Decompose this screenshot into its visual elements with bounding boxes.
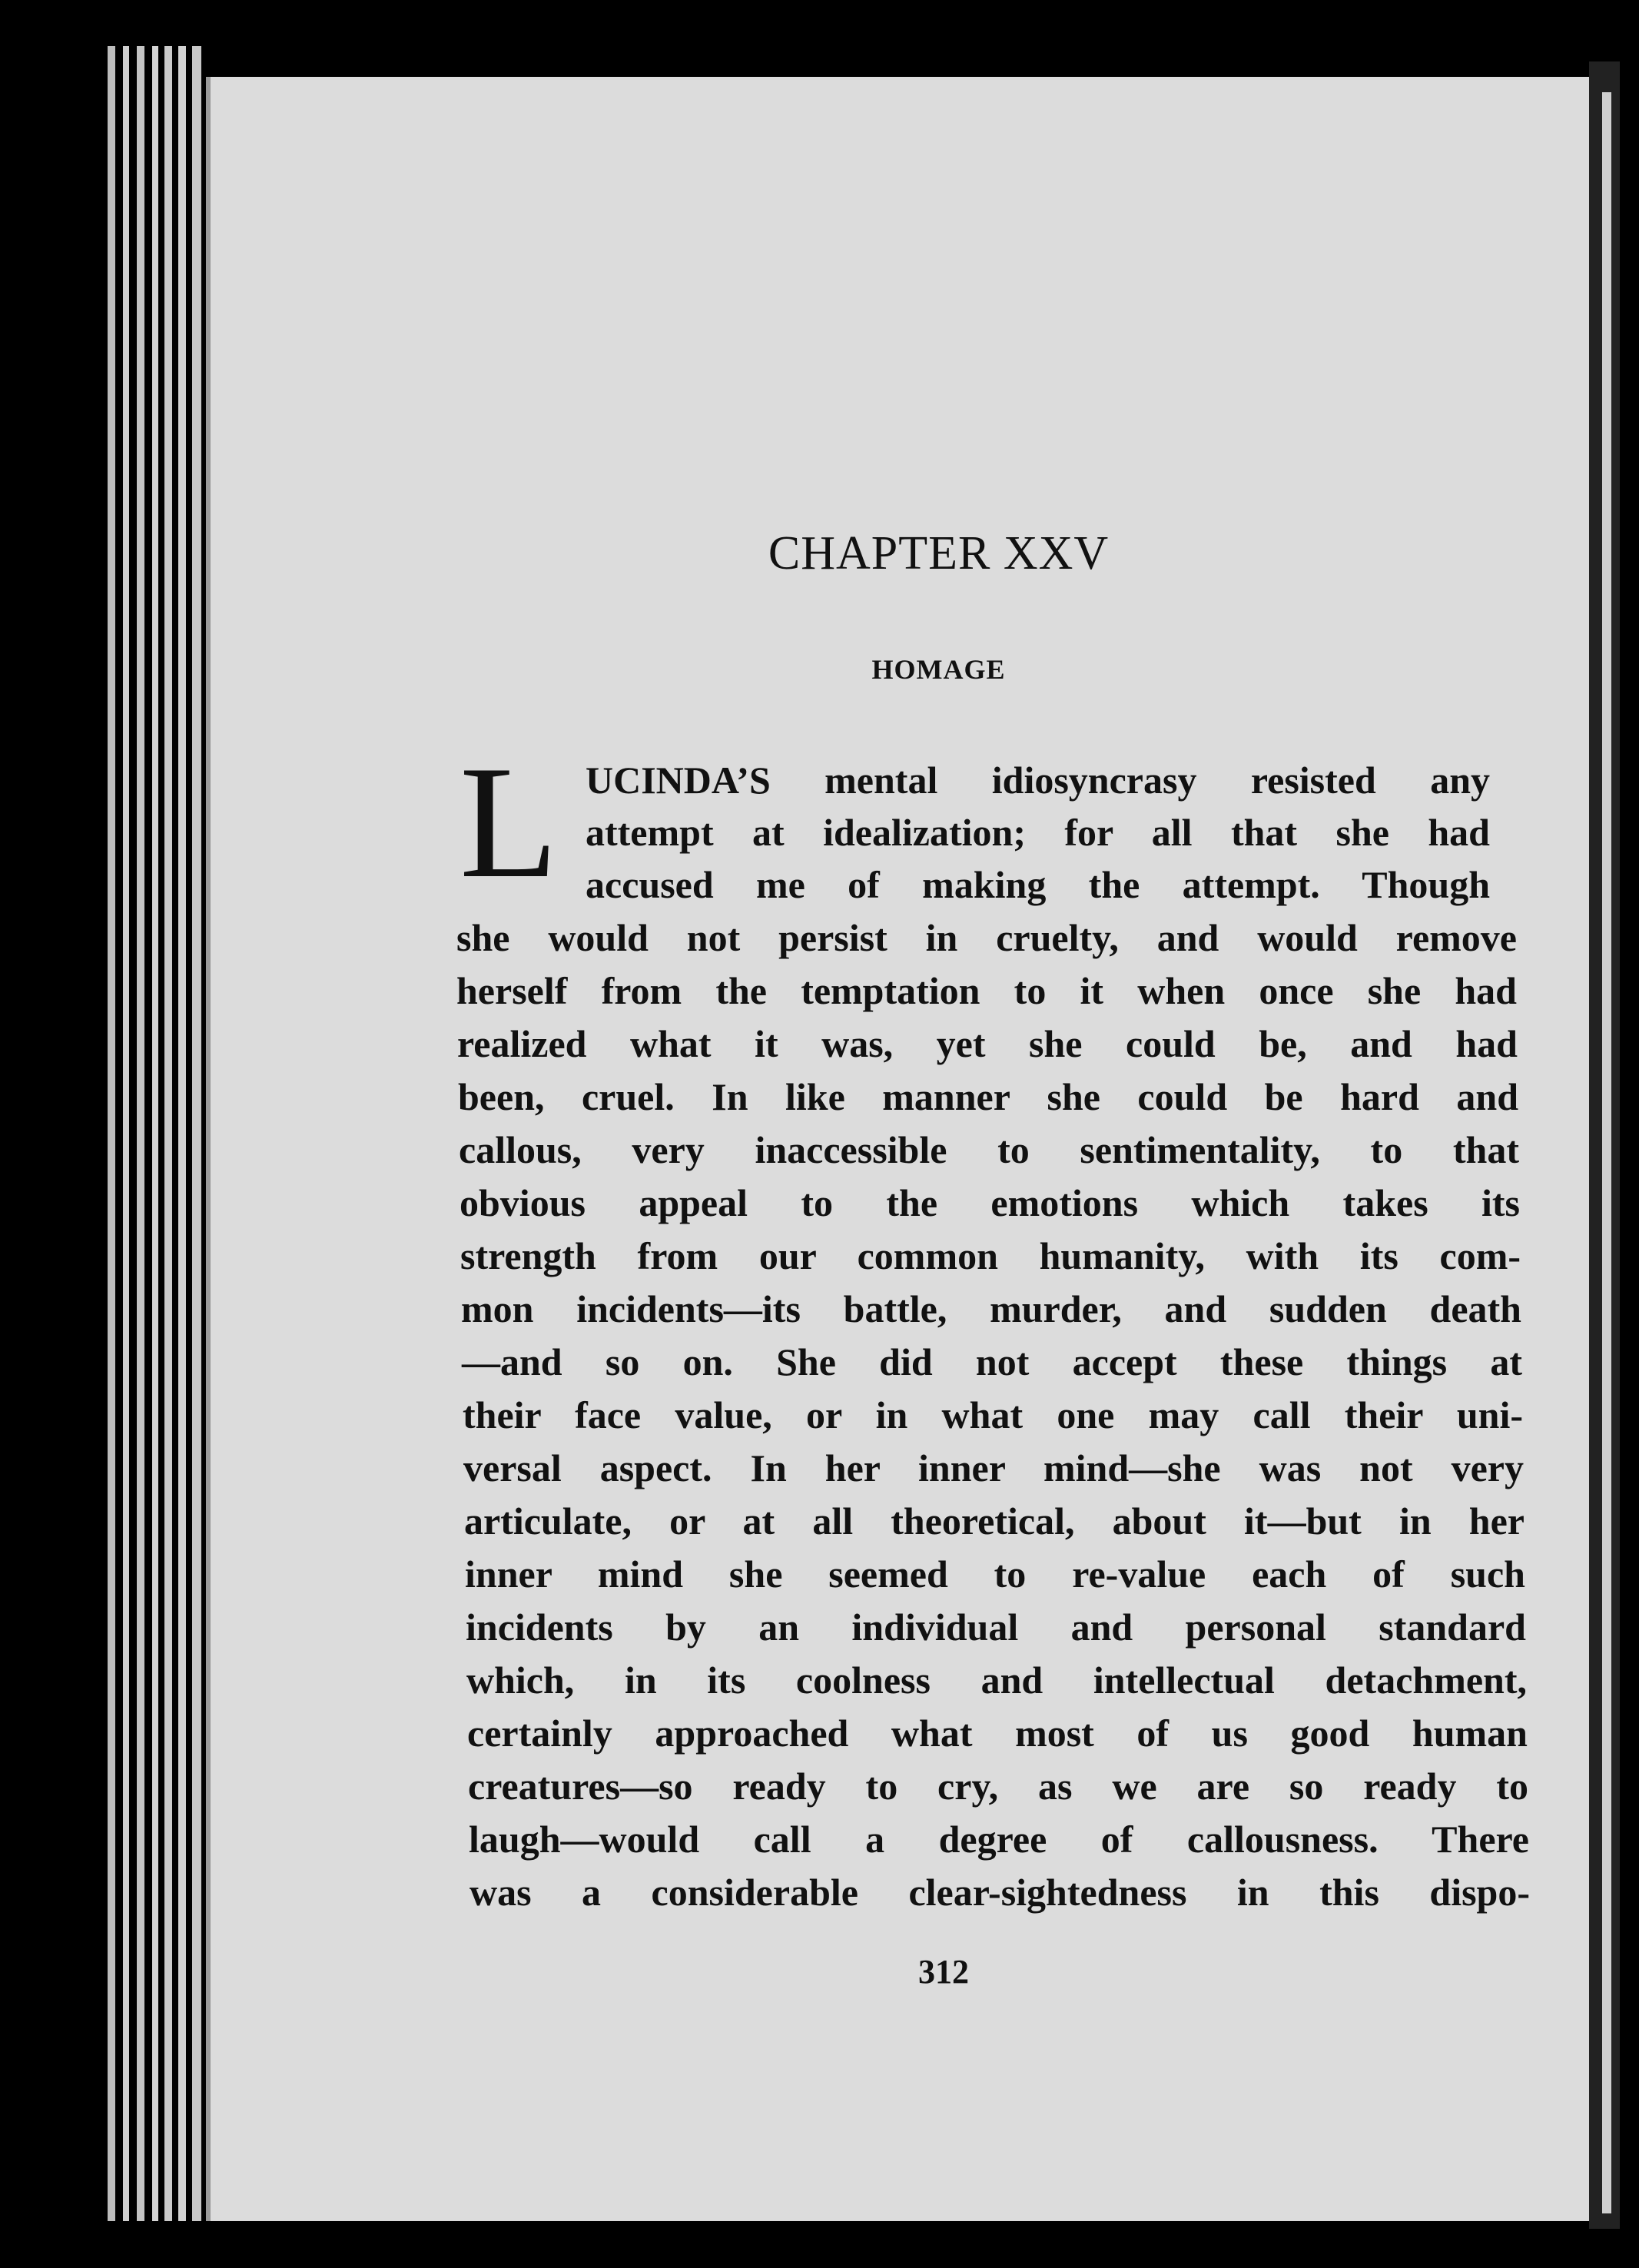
text-line: realized what it was, yet she could be, and had xyxy=(457,1022,1518,1065)
text-line: articulate, or at all theoretical, about it—but in her xyxy=(464,1499,1525,1542)
text-line: she would not persist in cruelty, and would remove xyxy=(456,916,1517,959)
text-line: their face value, or in what one may call their uni- xyxy=(463,1393,1523,1436)
text-line: herself from the temptation to it when once she had xyxy=(456,969,1517,1012)
text-line: —and so on. She did not accept these things at xyxy=(462,1340,1522,1383)
text-line: strength from our common humanity, with its com- xyxy=(460,1234,1521,1277)
text-line: which, in its coolness and intellectual detachment, xyxy=(466,1659,1527,1702)
text-line: certainly approached what most of us good human xyxy=(467,1712,1528,1755)
page-edge xyxy=(178,46,186,2221)
chapter-title: CHAPTER XXV xyxy=(768,527,1110,579)
page-edge xyxy=(123,46,129,2221)
chapter-subtitle: HOMAGE xyxy=(871,654,1006,685)
text-line: UCINDA’S mental idiosyncrasy resisted any xyxy=(586,759,1490,802)
text-line: inner mind she seemed to re-value each of such xyxy=(465,1552,1525,1596)
text-line: incidents by an individual and personal standard xyxy=(466,1606,1526,1649)
page-edge xyxy=(152,46,158,2221)
text-line: mon incidents—its battle, murder, and sudden death xyxy=(461,1287,1521,1330)
page-edge xyxy=(192,46,201,2221)
text-line: laugh—would call a degree of callousness. There xyxy=(469,1818,1529,1861)
text-line: creatures—so ready to cry, as we are so ready to xyxy=(468,1765,1528,1808)
text-line: attempt at idealization; for all that she had xyxy=(586,811,1490,854)
page-edge xyxy=(164,46,172,2221)
text-line: been, cruel. In like manner she could be hard and xyxy=(458,1075,1518,1118)
text-line: obvious appeal to the emotions which takes its xyxy=(460,1181,1520,1224)
text-line: was a considerable clear-sightedness in this dispo- xyxy=(469,1871,1530,1914)
text-line: accused me of making the attempt. Though xyxy=(586,863,1490,906)
page-edge xyxy=(108,46,115,2221)
text-line: callous, very inaccessible to sentimentality, to that xyxy=(459,1128,1519,1171)
page-number: 312 xyxy=(918,1953,969,1991)
drop-cap: L xyxy=(460,733,559,912)
text-line: versal aspect. In her inner mind—she was not very xyxy=(463,1446,1524,1489)
page-edge xyxy=(137,46,144,2221)
page-edge-right xyxy=(1602,92,1611,2213)
